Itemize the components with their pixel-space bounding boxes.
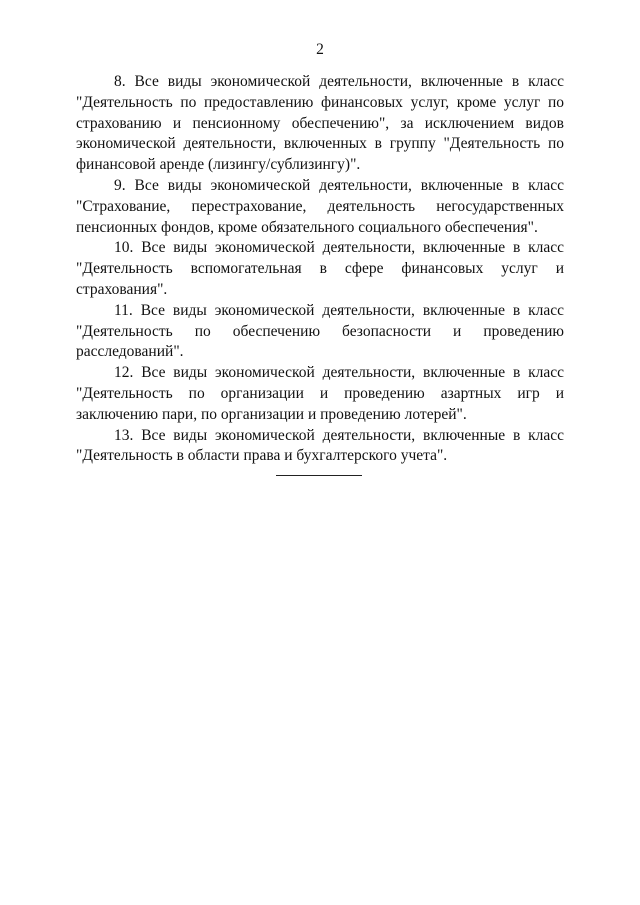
paragraph-item-11: 11. Все виды экономической деятельности, включенные в класс "Деятельность по обеспечению безопасности и проведению расследований". bbox=[76, 301, 564, 361]
document-body bbox=[76, 72, 564, 467]
paragraph-item-13: 13. Все виды экономической деятельности, включенные в класс "Деятельность в области права и бухгалтерского учета". bbox=[76, 426, 564, 465]
paragraph-item-10: 10. Все виды экономической деятельности, включенные в класс "Деятельность вспомогательная в сфере финансовых услуг и страхования". bbox=[76, 239, 564, 298]
paragraph-item-12: 12. Все виды экономической деятельности, включенные в класс "Деятельность по организации и проведению азартных игр и заключению пари, по организации и проведению лотерей". bbox=[76, 364, 564, 423]
end-separator-line bbox=[276, 475, 362, 476]
paragraph-item-8: 8. Все виды экономической деятельности, включенные в класс "Деятельность по предоставлению финансовых услуг, кроме услуг по страхованию и пенсионному обеспечению", за исключением видов экономической деятельности, включенных в группу "Деятельность по финансовой аренде (лизингу/сублизингу)". bbox=[76, 73, 564, 174]
page-number: 2 bbox=[316, 41, 324, 58]
paragraph-item-9: 9. Все виды экономической деятельности, включенные в класс "Страхование, перестрахование, деятельность негосударственных пенсионных фондов, кроме обязательного социального обеспечения". bbox=[76, 176, 564, 236]
